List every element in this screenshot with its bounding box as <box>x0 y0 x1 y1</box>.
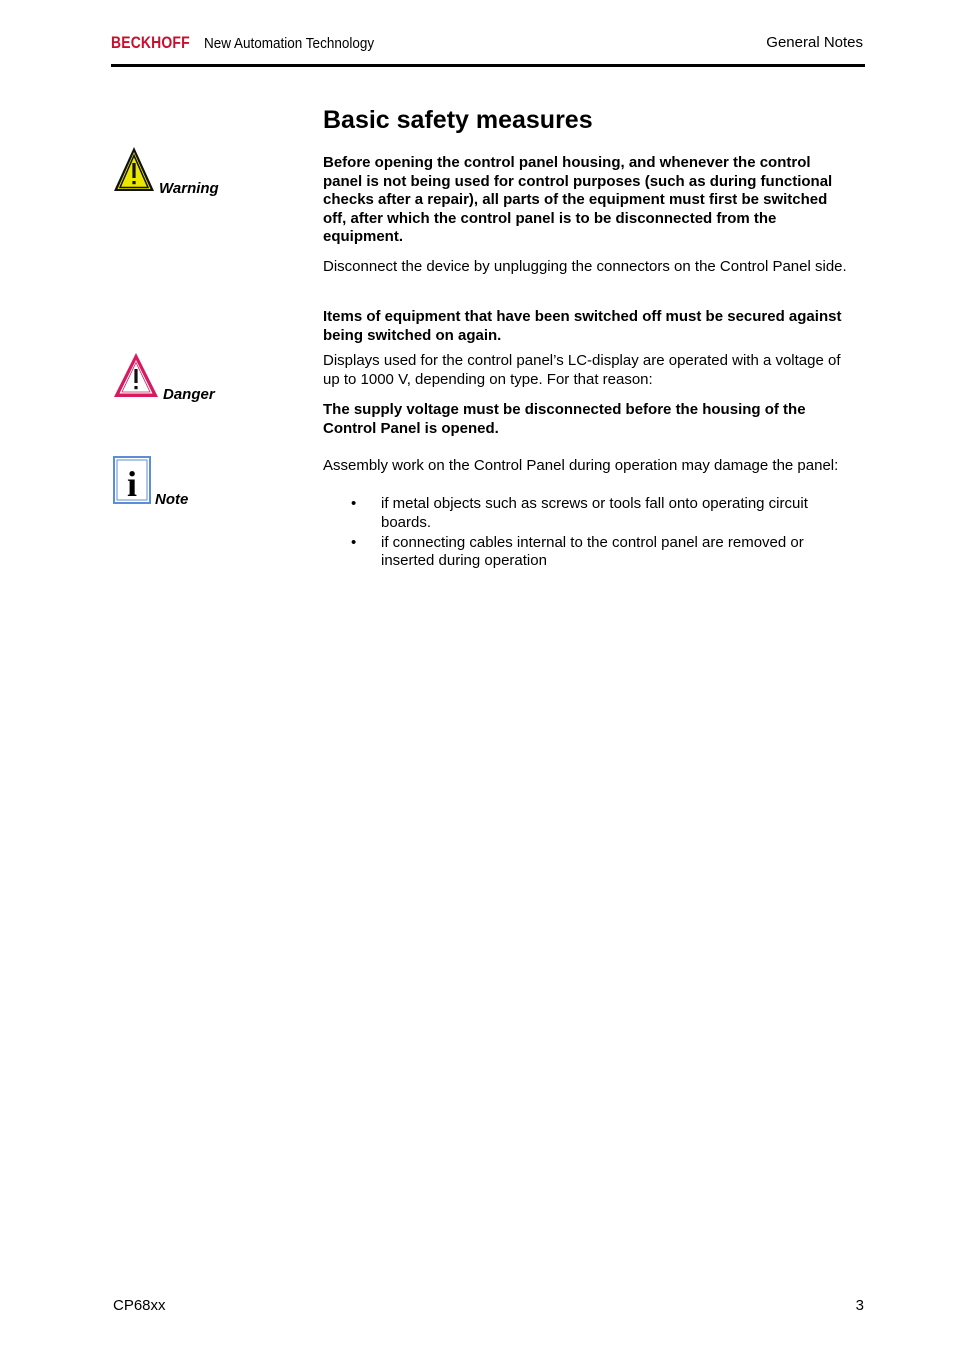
danger-notice <box>113 352 215 404</box>
note-paragraph: Assembly work on the Control Panel during operation may damage the panel: <box>323 457 839 474</box>
bullet-icon: • <box>351 495 357 512</box>
danger-label: Danger <box>163 386 215 403</box>
page-header <box>111 30 865 67</box>
note-label: Note <box>155 491 189 508</box>
bullet-icon: • <box>351 533 357 551</box>
brand-tagline: New Automation Technology <box>204 35 375 52</box>
brand <box>111 33 375 53</box>
list-item-text: if connecting cables internal to the control panel are removed or inserted during operation <box>381 533 804 569</box>
note-bullet-list <box>323 495 853 572</box>
danger-triangle-icon <box>113 352 159 404</box>
info-icon <box>113 456 151 509</box>
list-item <box>323 495 853 532</box>
disconnect-paragraph: Disconnect the device by unplugging the connectors on the Control Panel side. <box>323 258 847 275</box>
danger-paragraph: Displays used for the control panel’s LC-display are operated with a voltage of up to 1000 V, depending on type. For that reason: <box>323 352 841 388</box>
footer-product: CP68xx <box>113 1297 166 1314</box>
secure-paragraph: Items of equipment that have been switched off must be secured against being switched on again. <box>323 308 842 344</box>
warning-paragraph: Before opening the control panel housing, and whenever the control panel is not being used for control purposes (such as during functional checks after a repair), all parts of the equipment must first be switched off, after which the control panel is to be disconnected from the equipment. <box>323 154 833 245</box>
brand-logo: BECKHOFF <box>111 33 190 52</box>
note-notice <box>113 456 188 509</box>
list-item <box>323 534 853 571</box>
list-item-text: if metal objects such as screws or tools fall onto operating circuit boards. <box>381 495 808 531</box>
warning-notice <box>113 146 219 198</box>
warning-triangle-icon <box>113 146 155 198</box>
svg-text:i: i <box>126 464 138 504</box>
warning-label: Warning <box>159 180 219 197</box>
page-title: Basic safety measures <box>323 106 593 134</box>
footer-page-number: 3 <box>855 1297 864 1314</box>
supply-voltage-paragraph: The supply voltage must be disconnected before the housing of the Control Panel is opened. <box>323 401 806 437</box>
section-name: General Notes <box>766 34 863 51</box>
